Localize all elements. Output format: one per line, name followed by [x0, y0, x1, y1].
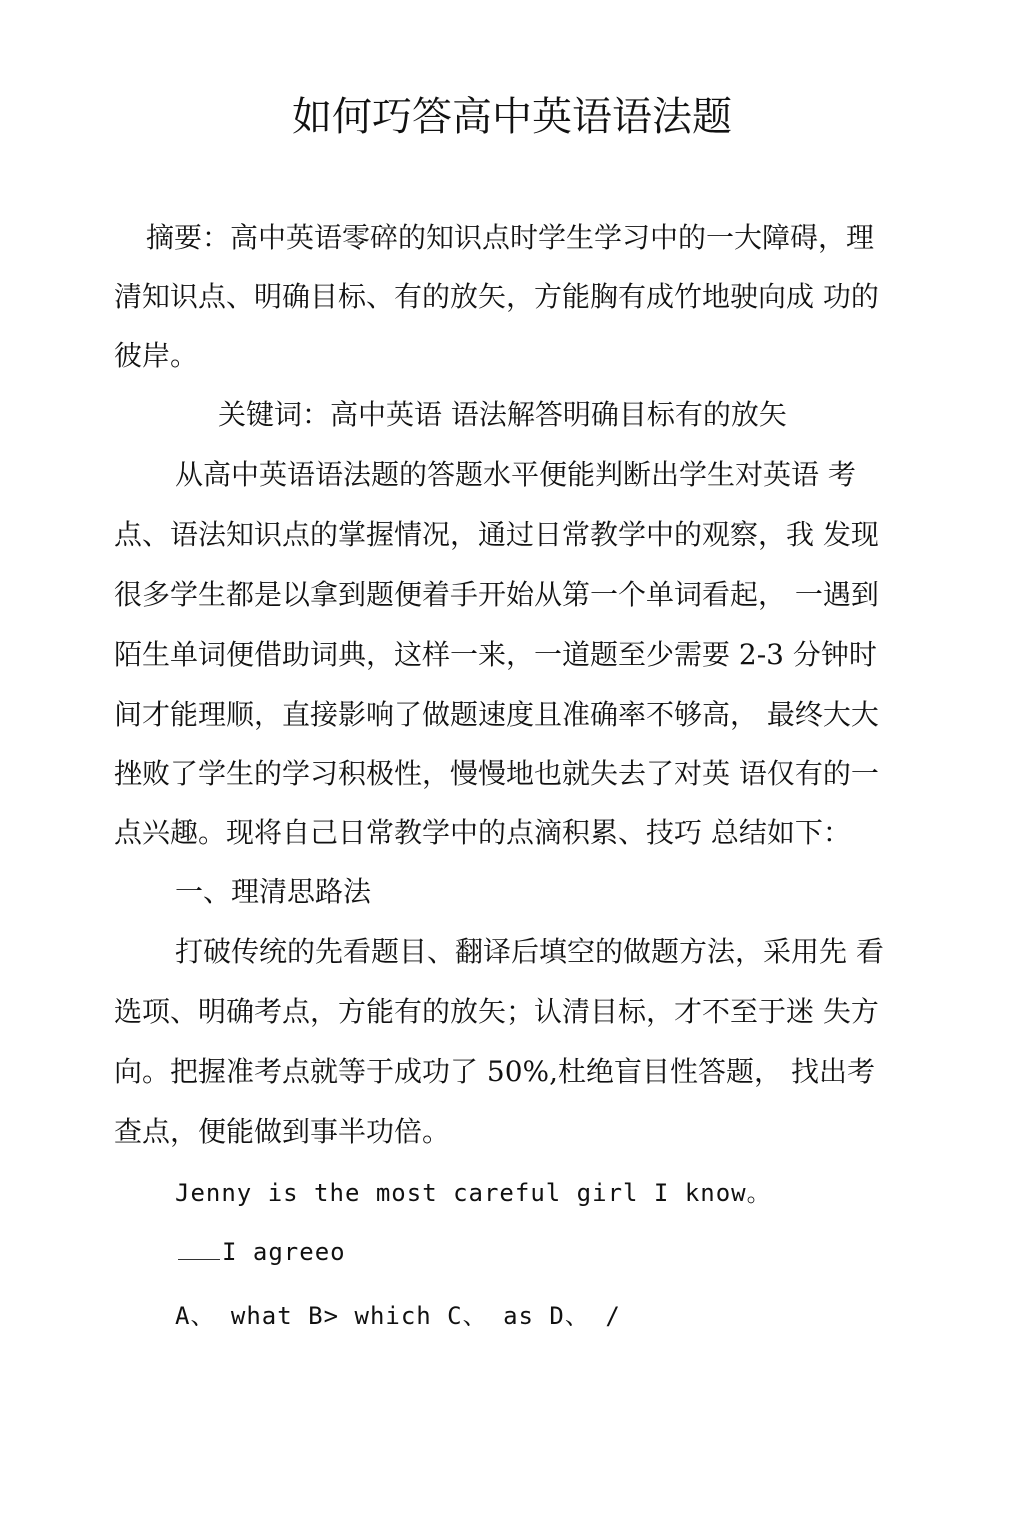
document-title: 如何巧答高中英语语法题 [292, 94, 732, 140]
intro-line-2: 点、语法知识点的掌握情况，通过日常教学中的观察，我 发现 [114, 518, 879, 551]
example-response [178, 1234, 346, 1270]
example-options: A、 what B> which C、 as D、 / [175, 1302, 621, 1330]
intro-line-1: 从高中英语语法题的答题水平便能判断出学生对英语 考 [175, 458, 856, 491]
abstract-line-1: 摘要：高中英语零碎的知识点时学生学习中的一大障碍，理 [146, 221, 875, 254]
section1-line-1: 打破传统的先看题目、翻译后填空的做题方法，采用先 看 [175, 935, 884, 968]
keywords-line: 关键词：高中英语 语法解答明确目标有的放矢 [218, 398, 787, 431]
section1-line-3: 向。把握准考点就等于成功了 50%,杜绝盲目性答题， 找出考 [114, 1055, 875, 1088]
example-response-text: I agreeo [222, 1238, 346, 1266]
section-heading: 一、理清思路法 [175, 875, 372, 908]
abstract-line-3: 彼岸。 [114, 339, 199, 372]
abstract-line-2: 清知识点、明确目标、有的放矢，方能胸有成竹地驶向成 功的 [114, 280, 879, 313]
example-sentence: Jenny is the most careful girl I know。 [175, 1179, 772, 1207]
intro-line-6: 挫败了学生的学习积极性，慢慢地也就失去了对英 语仅有的一 [114, 757, 879, 790]
answer-blank [178, 1235, 220, 1260]
intro-line-4: 陌生单词便借助词典，这样一来，一道题至少需要 2-3 分钟时 [114, 638, 877, 671]
intro-line-7: 点兴趣。现将自己日常教学中的点滴积累、技巧 总结如下： [114, 816, 851, 849]
intro-line-3: 很多学生都是以拿到题便着手开始从第一个单词看起， 一遇到 [114, 578, 879, 611]
section1-line-2: 选项、明确考点，方能有的放矢；认清目标，才不至于迷 失方 [114, 995, 879, 1028]
section1-line-4: 查点，便能做到事半功倍。 [114, 1115, 451, 1148]
intro-line-5: 间才能理顺，直接影响了做题速度且准确率不够高， 最终大大 [114, 698, 879, 731]
